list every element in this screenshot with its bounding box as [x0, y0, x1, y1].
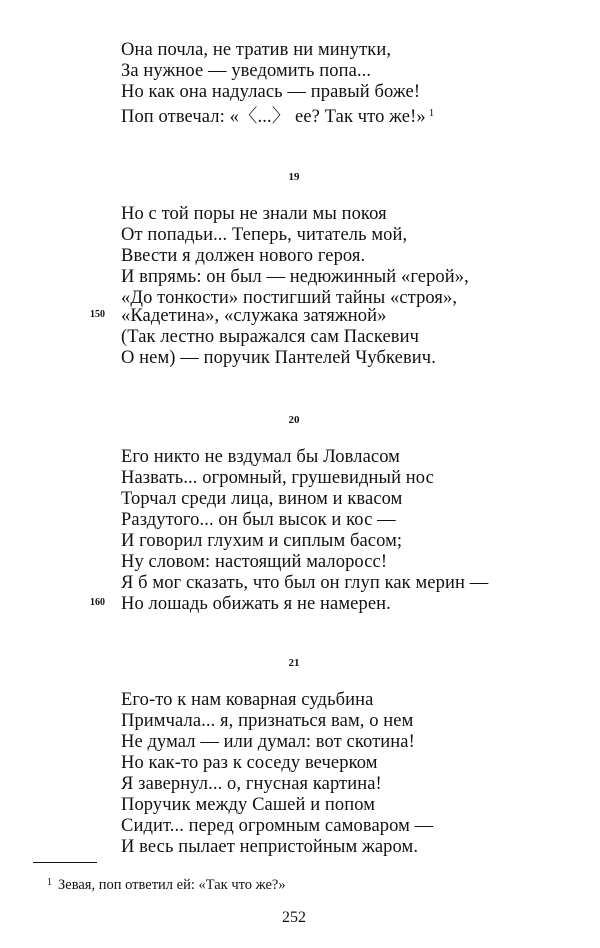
verse-line: Ввести я должен нового героя. — [121, 246, 366, 266]
footnote-text: Зевая, поп ответил ей: «Так что же?» — [58, 877, 286, 893]
verse-line: Я б мог сказать, что был он глуп как мерин — — [121, 573, 489, 593]
page-number: 252 — [282, 909, 306, 926]
verse-line: Назвать... огромный, грушевидный нос — [121, 468, 434, 488]
verse-line: Но с той поры не знали мы покоя — [121, 204, 387, 224]
footnote-reference: 1 — [428, 107, 435, 119]
verse-line: От попадьи... Теперь, читатель мой, — [121, 225, 408, 245]
verse-line: Его-то к нам коварная судьбина — [121, 690, 374, 710]
verse-text: Поп отвечал: «〈...〉 ее? Так что же!» — [121, 107, 426, 127]
verse-line: И говорил глухим и сиплым басом; — [121, 531, 403, 551]
verse-line: Его никто не вздумал бы Ловласом — [121, 447, 400, 467]
stanza-number: 20 — [288, 414, 300, 426]
verse-line: И весь пылает непристойным жаром. — [121, 837, 419, 857]
stanza-number: 19 — [288, 171, 300, 183]
verse-line: Но как-то раз к соседу вечерком — [121, 753, 378, 773]
stanza-number: 21 — [288, 657, 300, 669]
verse-line: (Так лестно выражался сам Паскевич — [121, 327, 419, 347]
verse-line: Она почла, не тратив ни минутки, — [121, 40, 392, 60]
verse-line: «Кадетина», «служака затяжной» — [121, 306, 387, 326]
footnote-mark: 1 — [47, 877, 52, 888]
verse-line: «До тонкости» постигший тайны «строя», — [121, 288, 458, 308]
verse-line: И впрямь: он был — недюжинный «герой», — [121, 267, 469, 287]
verse-line: Примчала... я, признаться вам, о нем — [121, 711, 414, 731]
verse-line: За нужное — уведомить попа... — [121, 61, 372, 81]
verse-line: Но лошадь обижать я не намерен. — [121, 594, 391, 614]
verse-line: Но как она надулась — правый боже! — [121, 82, 421, 102]
verse-line: Сидит... перед огромным самоваром — — [121, 816, 434, 836]
verse-line: Не думал — или думал: вот скотина! — [121, 732, 415, 752]
footnote-divider — [33, 862, 97, 863]
verse-line: О нем) — поручик Пантелей Чубкевич. — [121, 348, 436, 368]
footnote — [47, 875, 286, 893]
line-number: 160 — [90, 597, 105, 608]
verse-line: Я завернул... о, гнусная картина! — [121, 774, 382, 794]
verse-line: Ну словом: настоящий малоросс! — [121, 552, 388, 572]
verse-line: Раздутого... он был высок и кос — — [121, 510, 396, 530]
verse-line: Торчал среди лица, вином и квасом — [121, 489, 403, 509]
verse-line: Поручик между Сашей и попом — [121, 795, 376, 815]
verse-line-with-footnote — [121, 103, 434, 127]
line-number: 150 — [90, 309, 105, 320]
